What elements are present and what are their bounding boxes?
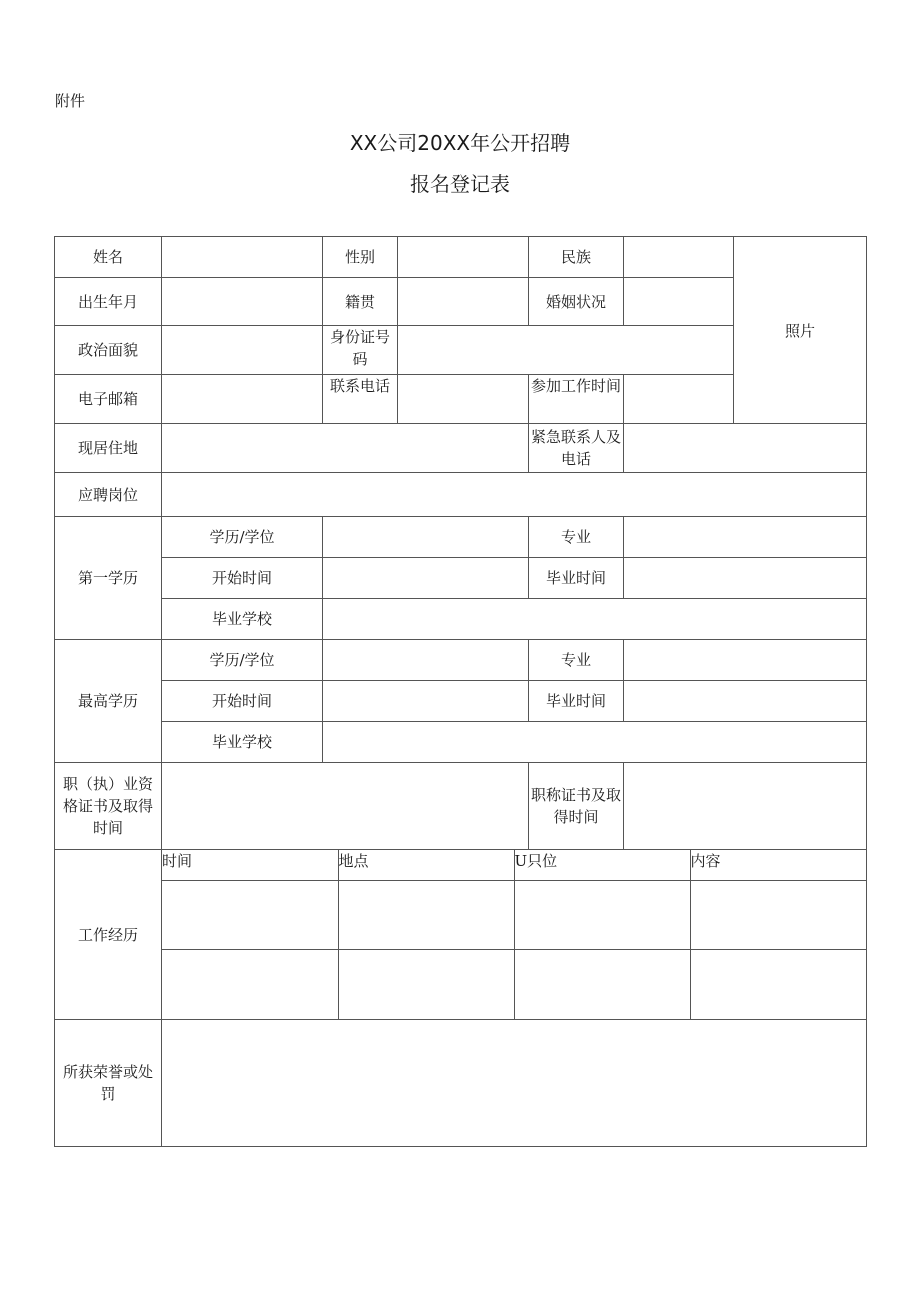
first-major-label: 专业 [529,517,624,558]
highest-start-time-label: 开始时间 [162,681,323,722]
attachment-label: 附件 [55,92,86,110]
native-place-field[interactable] [398,278,529,326]
work-experience-grid [162,850,867,1020]
honors-label: 所获荣誉或处罚 [55,1020,162,1147]
first-education-label: 第一学历 [55,517,162,640]
id-number-field[interactable] [398,326,734,375]
work-row-2-location[interactable] [338,949,514,1019]
form-title: XX公司20XX年公开招聘 [349,131,571,155]
work-row-1-content[interactable] [690,880,866,949]
registration-form [54,236,867,1147]
native-place-label: 籍贯 [323,278,398,326]
work-start-date-label: 参加工作时间 [529,375,624,424]
name-label: 姓名 [55,237,162,278]
highest-major-field[interactable] [624,640,867,681]
gender-field[interactable] [398,237,529,278]
work-row-2-position[interactable] [514,949,690,1019]
work-experience-table [162,850,866,1019]
title-cert-label: 职称证书及取得时间 [529,763,624,850]
gender-label: 性别 [323,237,398,278]
emergency-contact-field[interactable] [624,424,867,473]
highest-education-label: 最高学历 [55,640,162,763]
honors-field[interactable] [162,1020,867,1147]
first-graduation-time-label: 毕业时间 [529,558,624,599]
qualification-cert-field[interactable] [162,763,529,850]
form-subtitle: 报名登记表 [410,172,510,196]
phone-label: 联系电话 [323,375,398,424]
ethnicity-label: 民族 [529,237,624,278]
highest-graduation-time-field[interactable] [624,681,867,722]
work-experience-label: 工作经历 [55,850,162,1020]
work-row-2-content[interactable] [690,949,866,1019]
first-start-time-label: 开始时间 [162,558,323,599]
work-row-1-location[interactable] [338,880,514,949]
highest-degree-label: 学历/学位 [162,640,323,681]
highest-graduation-time-label: 毕业时间 [529,681,624,722]
id-number-label: 身份证号码 [323,326,398,375]
highest-school-label: 毕业学校 [162,722,323,763]
current-address-field[interactable] [162,424,529,473]
highest-degree-field[interactable] [323,640,529,681]
photo-box[interactable]: 照片 [734,237,867,424]
marital-status-field[interactable] [624,278,734,326]
email-field[interactable] [162,375,323,424]
qualification-cert-label: 职（执）业资格证书及取得时间 [55,763,162,850]
work-row-1-time[interactable] [162,880,338,949]
birth-date-field[interactable] [162,278,323,326]
first-degree-label: 学历/学位 [162,517,323,558]
email-label: 电子邮箱 [55,375,162,424]
first-school-field[interactable] [323,599,867,640]
highest-major-label: 专业 [529,640,624,681]
first-start-time-field[interactable] [323,558,529,599]
work-header-content: 内容 [690,850,866,880]
first-major-field[interactable] [624,517,867,558]
first-school-label: 毕业学校 [162,599,323,640]
title-cert-field[interactable] [624,763,867,850]
phone-field[interactable] [398,375,529,424]
work-row-2-time[interactable] [162,949,338,1019]
marital-status-label: 婚姻状况 [529,278,624,326]
highest-school-field[interactable] [323,722,867,763]
name-field[interactable] [162,237,323,278]
first-graduation-time-field[interactable] [624,558,867,599]
political-status-field[interactable] [162,326,323,375]
work-header-position: U只位 [514,850,690,880]
ethnicity-field[interactable] [624,237,734,278]
applied-position-field[interactable] [162,473,867,517]
highest-start-time-field[interactable] [323,681,529,722]
political-status-label: 政治面貌 [55,326,162,375]
work-header-time: 时间 [162,850,338,880]
work-row-1-position[interactable] [514,880,690,949]
first-degree-field[interactable] [323,517,529,558]
emergency-contact-label: 紧急联系人及电话 [529,424,624,473]
work-header-location: 地点 [338,850,514,880]
birth-date-label: 出生年月 [55,278,162,326]
work-start-date-field[interactable] [624,375,734,424]
current-address-label: 现居住地 [55,424,162,473]
applied-position-label: 应聘岗位 [55,473,162,517]
